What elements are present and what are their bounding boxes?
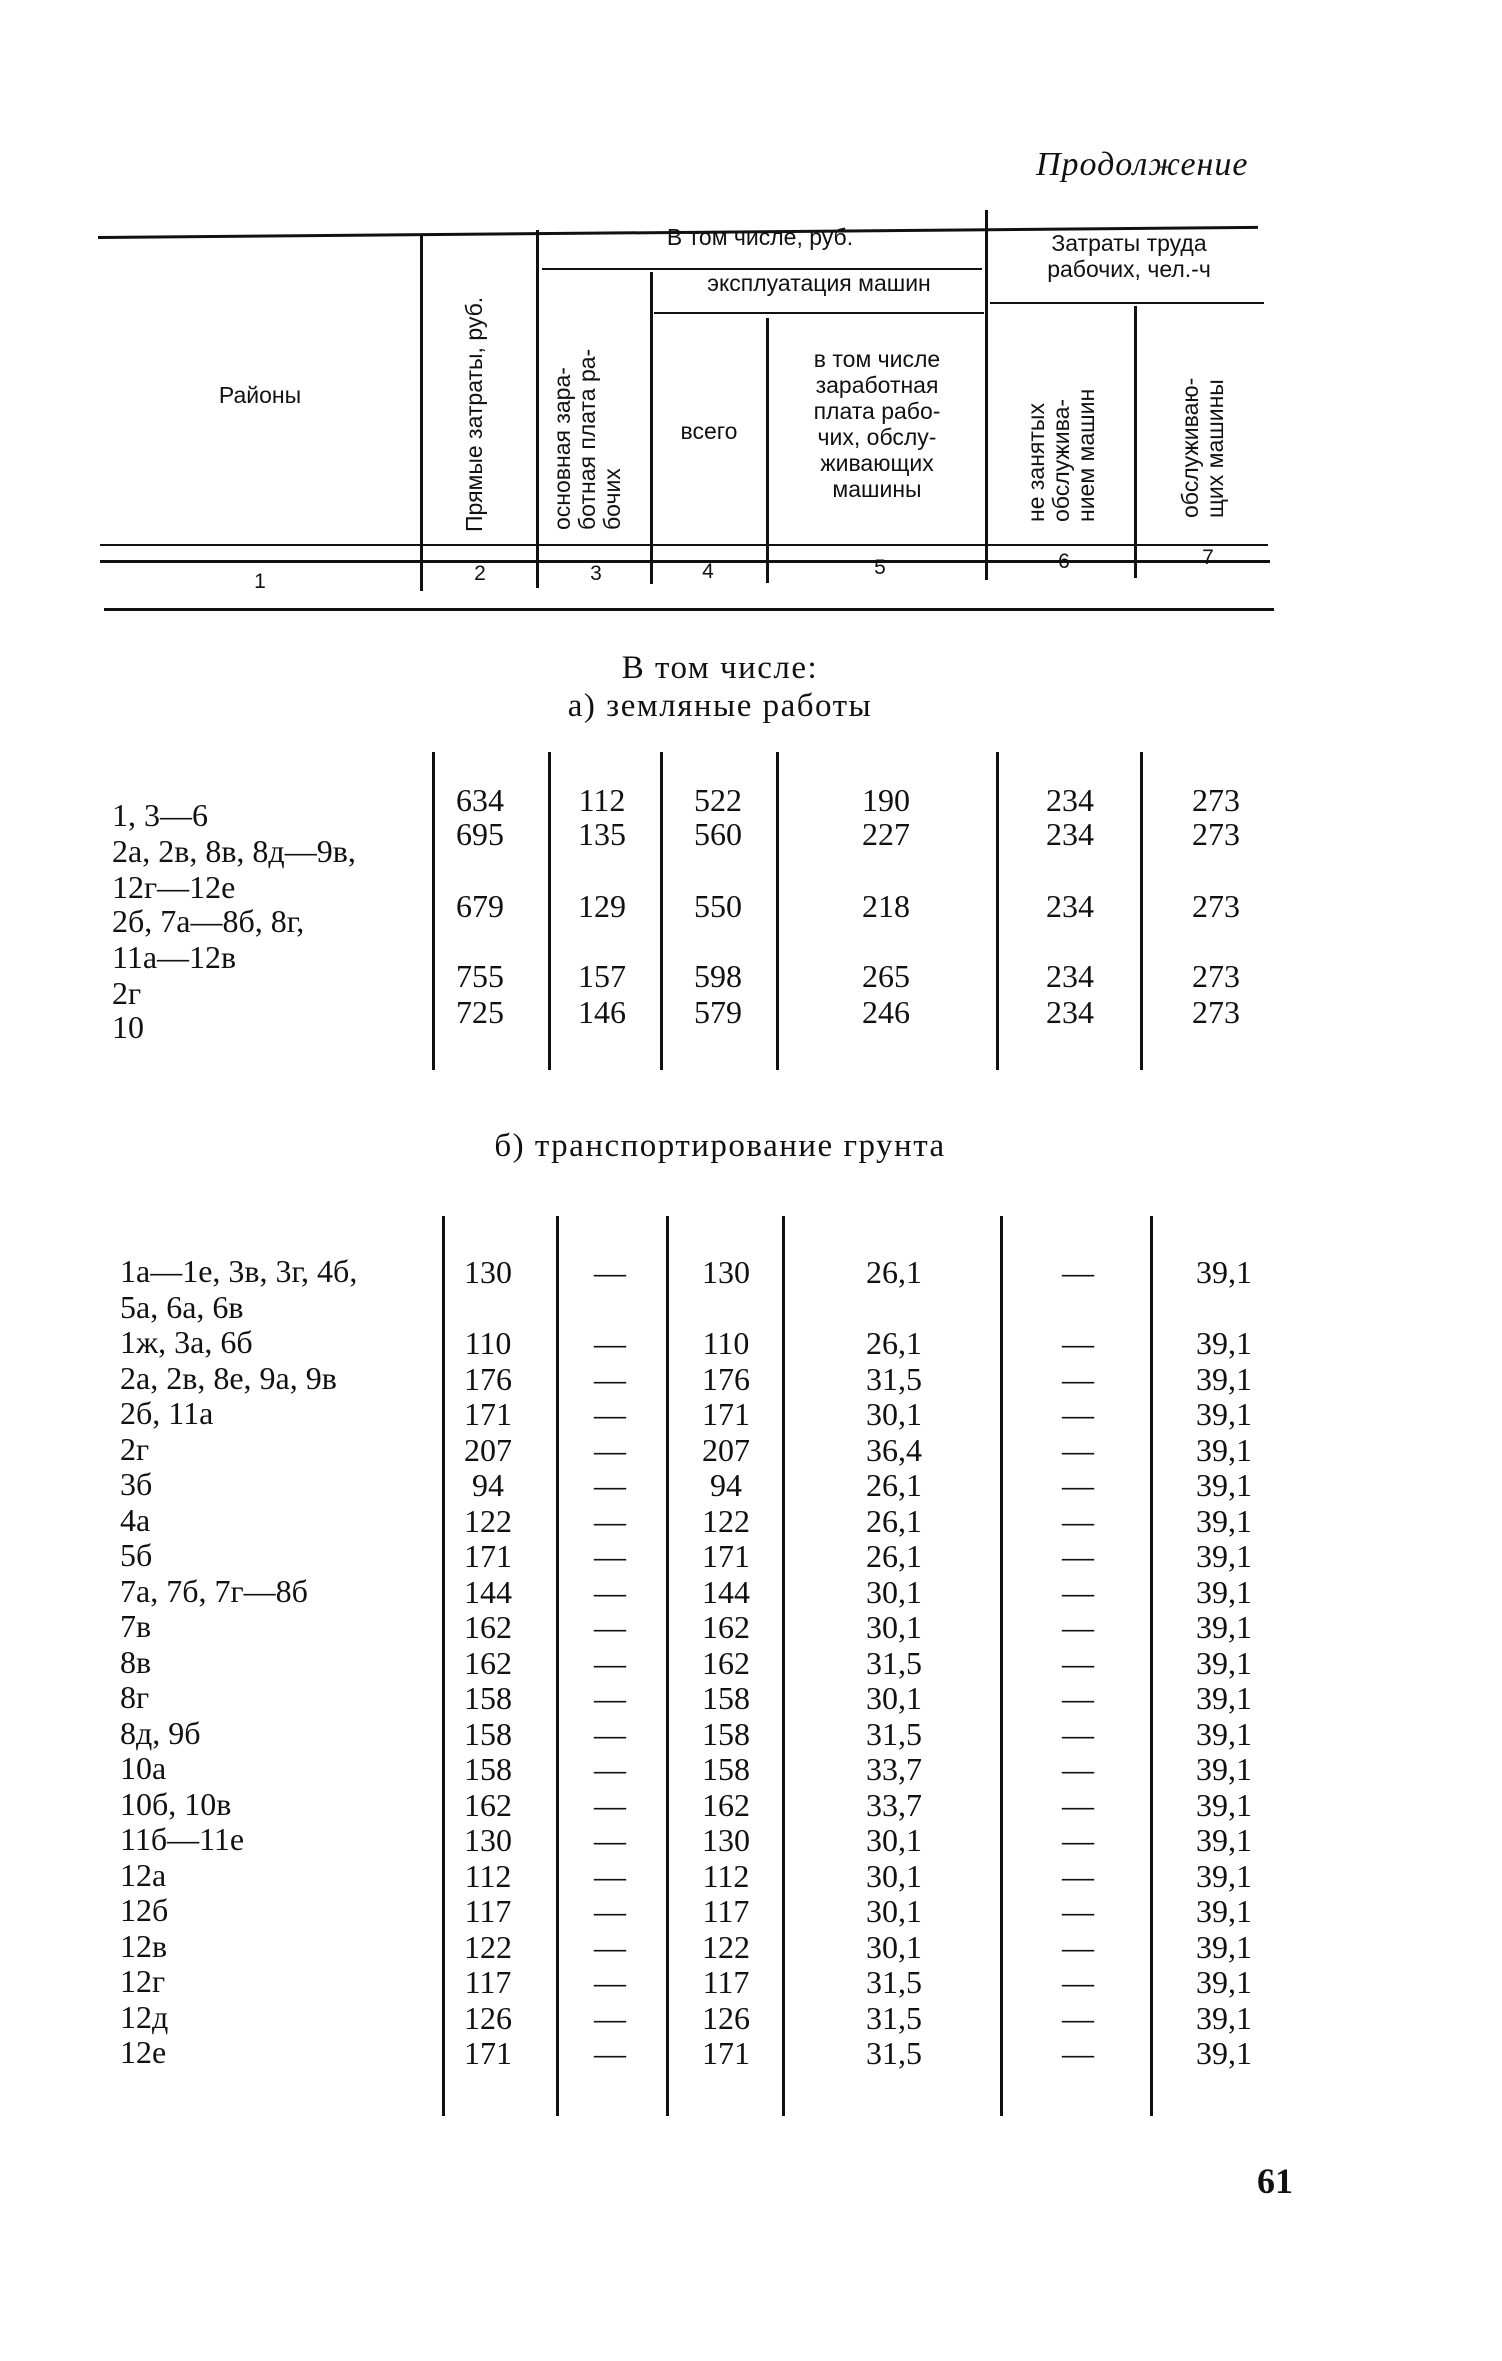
section-b-cell: 39,1 (1196, 1964, 1252, 2000)
section-a-vline-5 (996, 752, 999, 1070)
section-b-cell: — (594, 1928, 626, 1965)
section-b-cell: 158 (464, 1751, 512, 1787)
section-b-cell: — (594, 1467, 626, 1503)
section-b-cell: 110 (702, 1325, 750, 1361)
section-b-cell: 94 (710, 1467, 742, 1503)
page-number: 61 (1257, 2161, 1293, 2201)
header-vline-3 (650, 272, 653, 584)
section-a-cell: 273 (1192, 958, 1240, 994)
section-b-cell: — (594, 1751, 626, 1787)
section-b-cell: 94 (472, 1467, 504, 1503)
section-b-cell: 207 (464, 1431, 512, 1468)
section-b-cell: 31,5 (866, 1999, 922, 2036)
section-b-cell: 30,1 (866, 1609, 922, 1645)
section-b-cell: 31,5 (866, 2035, 922, 2071)
section-a-cell: 112 (578, 782, 626, 818)
section-b-label: 1ж, 3а, 6б (120, 1324, 253, 1360)
section-a-cell: 273 (1192, 994, 1240, 1030)
col-number-3: 3 (590, 562, 602, 585)
section-b-label: 12г (120, 1963, 166, 1999)
section-b-cell: 39,1 (1196, 1360, 1252, 1397)
section-b-cell: 30,1 (866, 1573, 922, 1610)
section-b-cell: 122 (464, 1502, 512, 1539)
section-b-cell: 36,4 (866, 1431, 922, 1468)
section-b-cell: 39,1 (1196, 1573, 1252, 1610)
section-b-label: 3б (120, 1466, 153, 1502)
section-b-cell: — (594, 1644, 626, 1681)
header-v-tom-chisle-zp: в том числе заработная плата рабо- чих, обслу- живающих машины (813, 346, 941, 502)
section-b-cell: — (1062, 1822, 1094, 1858)
section-b-cell: — (594, 1431, 626, 1468)
subheader-rule-numbers (100, 544, 1268, 546)
header-osnovnaya: основная зара- ботная плата ра- бочих (549, 348, 625, 530)
col-number-2: 2 (474, 562, 486, 585)
section-b-cell: — (594, 2035, 626, 2071)
section-b-cell: 31,5 (866, 1715, 922, 1752)
section-b-cell: 26,1 (866, 1502, 922, 1539)
section-b-cell: — (594, 1786, 626, 1823)
section-b-cell: 162 (702, 1786, 750, 1823)
section-b-cell: 39,1 (1196, 1644, 1252, 1681)
header-vsego: всего (680, 418, 738, 444)
section-b-cell: 39,1 (1196, 1857, 1252, 1894)
section-intro: В том числе: (621, 650, 819, 686)
section-b-cell: — (1062, 1431, 1094, 1468)
section-b-cell: 171 (464, 1396, 512, 1432)
section-b-cell: 162 (702, 1609, 750, 1645)
header-obsluzhivayushchih: обслуживаю- щих машины (1177, 377, 1228, 518)
section-b-cell: 162 (702, 1644, 750, 1681)
col-number-5: 5 (874, 556, 886, 579)
section-b-cell: — (1062, 1538, 1094, 1574)
section-b-title: б) транспортирование грунта (494, 1128, 946, 1164)
section-b-cell: 158 (464, 1680, 512, 1716)
section-a-label: 2а, 2в, 8в, 8д—9в, (112, 833, 356, 869)
section-a-cell: 560 (694, 816, 742, 852)
section-a-cell: 234 (1046, 816, 1094, 852)
section-b-cell: 162 (464, 1644, 512, 1681)
section-b-label: 12в (120, 1927, 168, 1964)
section-b-cell: — (1062, 1502, 1094, 1539)
section-b-cell: 31,5 (866, 1644, 922, 1681)
section-b-cell: — (1062, 1360, 1094, 1397)
section-b-cell: 39,1 (1196, 1502, 1252, 1539)
section-b-cell: — (1062, 1893, 1094, 1929)
section-b-cell: 26,1 (866, 1467, 922, 1503)
section-a-cell: 227 (862, 816, 910, 852)
section-b-label: 12а (120, 1856, 167, 1893)
header-rayony: Районы (218, 382, 302, 408)
section-b-label: 2а, 2в, 8е, 9а, 9в (120, 1359, 337, 1396)
section-b-cell: 122 (702, 1928, 750, 1965)
section-a-label: 12г—12е (112, 869, 236, 905)
section-a-cell: 234 (1046, 782, 1094, 818)
section-b-cell: 158 (702, 1751, 750, 1787)
section-a-title: а) земляные работы (567, 688, 873, 724)
section-b-cell: 144 (464, 1573, 512, 1610)
section-b-cell: 162 (464, 1786, 512, 1823)
section-b-cell: 176 (702, 1360, 750, 1397)
section-b-cell: — (1062, 2035, 1094, 2071)
section-a-label: 2г (112, 975, 142, 1011)
header-vline-5 (985, 210, 988, 580)
section-b-label: 8д, 9б (120, 1714, 201, 1751)
section-a-label: 2б, 7а—8б, 8г, (112, 903, 305, 939)
section-b-cell: — (1062, 1609, 1094, 1645)
section-b-cell: 110 (464, 1325, 512, 1361)
section-a-label: 1, 3—6 (112, 797, 208, 833)
section-b-cell: — (594, 1857, 626, 1894)
section-b-cell: 171 (702, 1396, 750, 1432)
section-b-cell: 39,1 (1196, 1786, 1252, 1823)
section-b-label: 7а, 7б, 7г—8б (120, 1572, 308, 1609)
section-a-label: 11а—12в (112, 939, 237, 975)
section-b-cell: — (594, 1999, 626, 2036)
section-b-cell: — (1062, 1928, 1094, 1965)
section-b-cell: 122 (464, 1928, 512, 1965)
section-a-cell: 634 (456, 782, 504, 818)
section-a-cell: 273 (1192, 816, 1240, 852)
section-a-cell: 725 (456, 994, 504, 1030)
section-a-cell: 755 (456, 958, 504, 994)
section-b-cell: 33,7 (866, 1751, 922, 1787)
section-b-cell: — (594, 1360, 626, 1397)
section-b-cell: 39,1 (1196, 1396, 1252, 1432)
section-b-vline-6 (1150, 1216, 1153, 2116)
section-b-cell: 117 (464, 1893, 512, 1929)
section-b-cell: 30,1 (866, 1893, 922, 1929)
section-b-cell: 26,1 (866, 1325, 922, 1361)
section-b-cell: 171 (702, 2035, 750, 2071)
col-number-7: 7 (1202, 546, 1214, 569)
section-a-cell: 234 (1046, 888, 1094, 924)
header-ekspluataciya: эксплуатация машин (707, 270, 931, 296)
section-a-cell: 273 (1192, 888, 1240, 924)
section-a-cell: 190 (862, 782, 910, 818)
section-b-label: 1а—1е, 3в, 3г, 4б, (120, 1253, 358, 1289)
section-b-cell: 122 (702, 1502, 750, 1539)
section-b-cell: 117 (702, 1964, 750, 2000)
section-b-cell: 162 (464, 1609, 512, 1645)
section-b-cell: 130 (702, 1822, 750, 1858)
section-a-vline-6 (1140, 752, 1143, 1070)
header-vline-2 (536, 230, 539, 588)
section-b-label: 11б—11е (120, 1821, 245, 1857)
header-v-tom-chisle: В том числе, руб. (666, 224, 854, 250)
section-a-cell: 146 (578, 994, 626, 1030)
section-b-label: 7в (120, 1608, 152, 1644)
section-b-cell: 39,1 (1196, 1751, 1252, 1787)
section-b-label: 12е (120, 2034, 167, 2070)
section-b-cell: 112 (464, 1857, 512, 1894)
section-a-cell: 679 (456, 888, 504, 924)
section-b-cell: — (1062, 1325, 1094, 1361)
section-b-label: 8в (120, 1643, 152, 1680)
header-vline-1 (420, 236, 423, 591)
header-vline-6 (1134, 306, 1137, 578)
section-b-cell: 158 (464, 1715, 512, 1752)
section-b-cell: — (594, 1964, 626, 2000)
header-double-rule (104, 608, 1274, 611)
section-b-cell: 39,1 (1196, 1431, 1252, 1468)
section-b-cell: — (594, 1822, 626, 1858)
section-b-cell: 33,7 (866, 1786, 922, 1823)
section-b-cell: 176 (464, 1360, 512, 1397)
section-b-cell: 26,1 (866, 1254, 922, 1290)
section-a-cell: 129 (578, 888, 626, 924)
header-ne-zanyatyh: не занятых обслужива- нием машин (1023, 388, 1099, 522)
section-b-cell: — (1062, 1857, 1094, 1894)
section-b-cell: — (594, 1254, 626, 1290)
section-b-cell: 39,1 (1196, 1609, 1252, 1645)
subheader-rule-ekspl (654, 312, 984, 314)
section-b-cell: — (594, 1715, 626, 1752)
section-b-cell: 39,1 (1196, 1680, 1252, 1716)
section-b-cell: 39,1 (1196, 1928, 1252, 1965)
section-b-cell: 117 (464, 1964, 512, 2000)
section-b-cell: 39,1 (1196, 1893, 1252, 1929)
section-b-label: 2б, 11а (120, 1395, 214, 1431)
section-b-label: 12б (120, 1892, 169, 1928)
section-b-cell: 39,1 (1196, 1254, 1252, 1290)
section-a-cell: 695 (456, 816, 504, 852)
section-b-label: 8г (120, 1679, 150, 1715)
col-number-6: 6 (1058, 550, 1070, 573)
section-b-cell: 30,1 (866, 1928, 922, 1965)
section-b-cell: 112 (702, 1857, 750, 1894)
section-b-cell: 144 (702, 1573, 750, 1610)
section-b-cell: — (594, 1609, 626, 1645)
section-b-cell: — (1062, 1254, 1094, 1290)
section-b-cell: — (1062, 1751, 1094, 1787)
section-b-cell: 30,1 (866, 1680, 922, 1716)
section-b-cell: — (594, 1573, 626, 1610)
section-a-cell: 157 (578, 958, 626, 994)
section-b-cell: 171 (464, 2035, 512, 2071)
section-a-cell: 246 (862, 994, 910, 1030)
section-a-cell: 273 (1192, 782, 1240, 818)
section-b-cell: 30,1 (866, 1822, 922, 1858)
section-b-cell: — (594, 1325, 626, 1361)
section-a-cell: 218 (862, 888, 910, 924)
section-b-cell: 39,1 (1196, 1999, 1252, 2036)
section-b-label: 10б, 10в (120, 1785, 232, 1822)
section-b-cell: 39,1 (1196, 1822, 1252, 1858)
section-b-cell: 39,1 (1196, 1467, 1252, 1503)
section-b-cell: — (1062, 1644, 1094, 1681)
section-b-cell: 207 (702, 1431, 750, 1468)
section-b-cell: — (594, 1893, 626, 1929)
section-b-label: 12д (120, 1998, 169, 2035)
section-b-cell: 30,1 (866, 1857, 922, 1894)
section-b-vline-5 (1000, 1216, 1003, 2116)
header-zatraty-truda: Затраты труда рабочих, чел.-ч (1047, 230, 1211, 282)
section-b-label: 5а, 6а, 6в (120, 1288, 244, 1325)
section-a-cell: 522 (694, 782, 742, 818)
col-number-1: 1 (254, 570, 266, 593)
section-a-cell: 550 (694, 888, 742, 924)
section-b-cell: 39,1 (1196, 1715, 1252, 1752)
section-b-cell: 158 (702, 1680, 750, 1716)
section-b-cell: 171 (702, 1538, 750, 1574)
section-b-cell: — (1062, 1396, 1094, 1432)
section-b-cell: — (1062, 1680, 1094, 1716)
section-b-cell: — (594, 1502, 626, 1539)
section-b-cell: 158 (702, 1715, 750, 1752)
section-b-cell: 117 (702, 1893, 750, 1929)
section-b-cell: 39,1 (1196, 2035, 1252, 2071)
section-b-cell: 126 (464, 1999, 512, 2036)
section-a-cell: 265 (862, 958, 910, 994)
section-b-cell: 31,5 (866, 1360, 922, 1397)
section-a-cell: 579 (694, 994, 742, 1030)
header-vline-4 (766, 318, 769, 583)
section-a-cell: 234 (1046, 958, 1094, 994)
subheader-rule-zatraty (990, 302, 1264, 304)
section-b-cell: 30,1 (866, 1396, 922, 1432)
section-b-cell: — (594, 1680, 626, 1716)
section-a-label: 10 (112, 1009, 144, 1045)
section-b-cell: — (1062, 1786, 1094, 1823)
header-pryamye: Прямые затраты, руб. (461, 296, 487, 532)
section-b-cell: — (1062, 1964, 1094, 2000)
section-b-label: 10а (120, 1750, 167, 1786)
section-b-cell: 39,1 (1196, 1538, 1252, 1574)
section-a-cell: 598 (694, 958, 742, 994)
continuation-heading: Продолжение (1036, 146, 1249, 183)
section-b-cell: — (1062, 1999, 1094, 2036)
section-b-cell: 171 (464, 1538, 512, 1574)
section-b-label: 2г (120, 1430, 150, 1467)
section-a-cell: 135 (578, 816, 626, 852)
section-b-cell: 126 (702, 1999, 750, 2036)
section-b-cell: 130 (464, 1822, 512, 1858)
section-b-cell: 31,5 (866, 1964, 922, 2000)
section-b-label: 5б (120, 1537, 153, 1573)
section-b-cell: — (1062, 1573, 1094, 1610)
section-b-cell: 130 (464, 1254, 512, 1290)
section-b-cell: — (594, 1396, 626, 1432)
section-b-cell: — (1062, 1715, 1094, 1752)
section-b-cell: 26,1 (866, 1538, 922, 1574)
section-b-cell: 130 (702, 1254, 750, 1290)
section-b-cell: — (594, 1538, 626, 1574)
section-a-cell: 234 (1046, 994, 1094, 1030)
section-b-cell: 39,1 (1196, 1325, 1252, 1361)
section-b-label: 4а (120, 1501, 151, 1538)
col-number-4: 4 (702, 560, 714, 583)
section-b-cell: — (1062, 1467, 1094, 1503)
